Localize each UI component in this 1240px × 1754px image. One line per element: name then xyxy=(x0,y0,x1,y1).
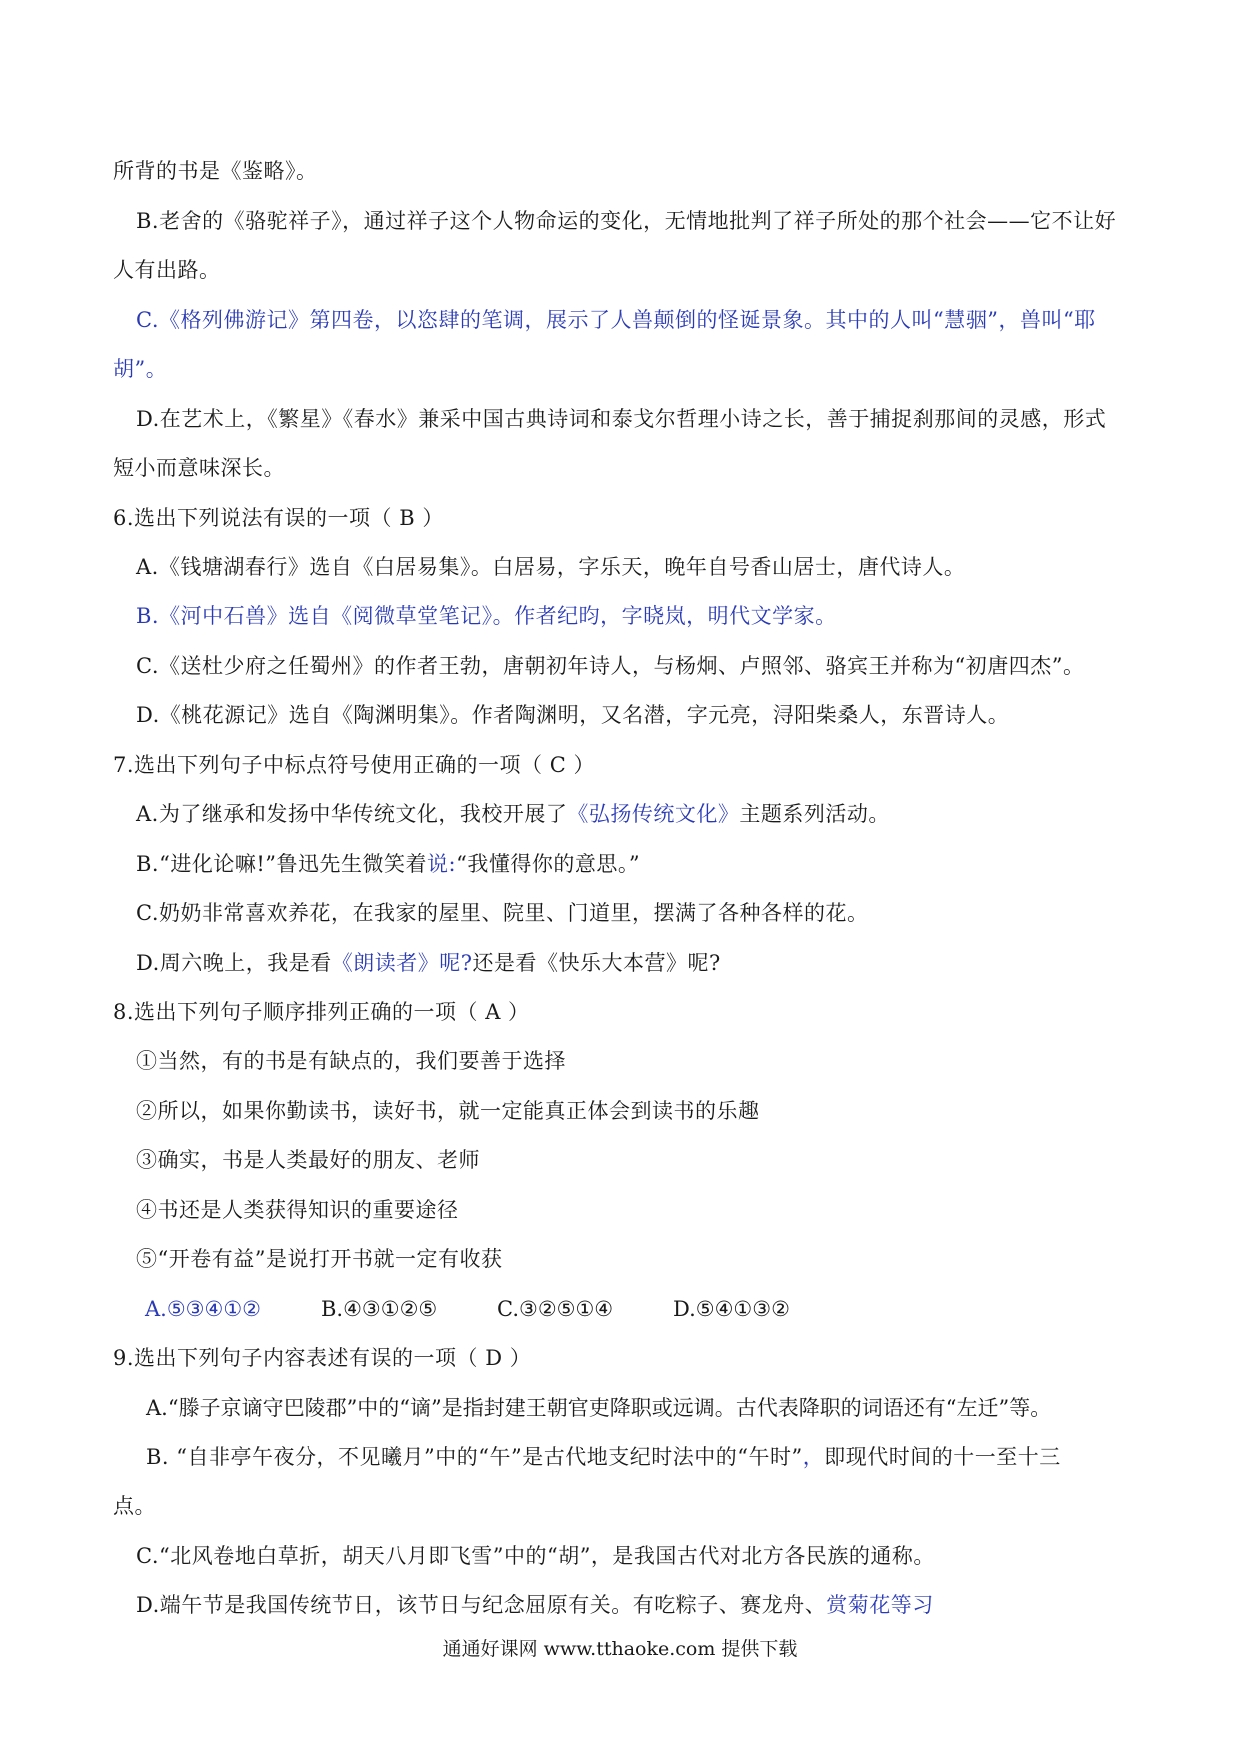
option-6a: A.《钱塘湖春行》选自《白居易集》。白居易，字乐天，晚年自号香山居士，唐代诗人。 xyxy=(136,555,966,579)
page-footer: 通通好课网 www.tthaoke.com 提供下载 xyxy=(442,1638,798,1660)
text-segment: B.“进化论嘛!”鲁迅先生微笑着 xyxy=(136,852,428,876)
highlight-segment: 《朗读者》呢? xyxy=(331,951,473,975)
question-9: 9.选出下列句子内容表述有误的一项（ D ） xyxy=(113,1346,532,1370)
option-7c: C.奶奶非常喜欢养花，在我家的屋里、院里、门道里，摆满了各种各样的花。 xyxy=(136,901,869,925)
highlight-segment: 赏菊花等习 xyxy=(826,1593,934,1617)
highlight-segment: ， xyxy=(802,1445,825,1469)
option-7b xyxy=(136,849,640,879)
option-9b xyxy=(146,1442,1061,1472)
option-8a: A.⑤③④①② xyxy=(145,1297,261,1321)
text-segment: B. “自非亭午夜分，不见曦月”中的“午”是古代地支纪时法中的“午时” xyxy=(146,1445,803,1469)
option-8c: C.③②⑤①④ xyxy=(497,1297,614,1321)
text-line: 短小而意味深长。 xyxy=(113,456,285,480)
text-segment: D.周六晚上，我是看 xyxy=(136,951,332,975)
text-segment: “我懂得你的意思。” xyxy=(456,852,641,876)
option-8b: B.④③①②⑤ xyxy=(321,1297,438,1321)
option-7d xyxy=(136,948,721,978)
question-8: 8.选出下列句子顺序排列正确的一项（ A ） xyxy=(113,1000,530,1024)
text-segment: 即现代时间的十一至十三 xyxy=(824,1445,1061,1469)
option-8d: D.⑤④①③② xyxy=(673,1297,790,1321)
option-6d: D.《桃花源记》选自《陶渊明集》。作者陶渊明，又名潜，字元亮，浔阳柴桑人，东晋诗人。 xyxy=(136,703,1010,727)
sentence-1: ①当然，有的书是有缺点的，我们要善于选择 xyxy=(136,1049,566,1073)
sentence-2: ②所以，如果你勤读书，读好书，就一定能真正体会到读书的乐趣 xyxy=(136,1099,760,1123)
text-segment: D.端午节是我国传统节日，该节日与纪念屈原有关。有吃粽子、赛龙舟、 xyxy=(136,1593,827,1617)
option-5d: D.在艺术上，《繁星》《春水》兼采中国古典诗词和泰戈尔哲理小诗之长，善于捕捉刹那间的灵感，形式 xyxy=(136,407,1107,431)
sentence-5: ⑤“开卷有益”是说打开书就一定有收获 xyxy=(136,1247,503,1271)
option-6c: C.《送杜少府之任蜀州》的作者王勃，唐朝初年诗人，与杨炯、卢照邻、骆宾王并称为“初唐四杰”。 xyxy=(136,654,1085,678)
option-5c: C.《格列佛游记》第四卷，以恣肆的笔调，展示了人兽颠倒的怪诞景象。其中的人叫“慧骃”，兽叫“耶 xyxy=(136,308,1096,332)
option-5b: B.老舍的《骆驼祥子》，通过祥子这个人物命运的变化，无情地批判了祥子所处的那个社会——它不让好 xyxy=(136,209,1117,233)
highlight-segment: 说: xyxy=(427,852,457,876)
text-segment: 主题系列活动。 xyxy=(739,802,890,826)
text-line: 胡”。 xyxy=(113,357,168,381)
text-line: 人有出路。 xyxy=(113,258,221,282)
text-line: 所背的书是《鉴略》。 xyxy=(113,159,318,183)
text-line: 点。 xyxy=(113,1494,156,1518)
option-9d xyxy=(136,1590,934,1620)
question-6: 6.选出下列说法有误的一项（ B ） xyxy=(113,506,444,530)
option-9a: A.“滕子京谪守巴陵郡”中的“谪”是指封建王朝官吏降职或远调。古代表降职的词语还有“左迁”等。 xyxy=(146,1396,1052,1420)
option-9c: C.“北风卷地白草折，胡天八月即飞雪”中的“胡”，是我国古代对北方各民族的通称。 xyxy=(136,1544,935,1568)
option-7a xyxy=(136,799,890,829)
text-segment: A.为了继承和发扬中华传统文化，我校开展了 xyxy=(136,802,568,826)
sentence-3: ③确实，书是人类最好的朋友、老师 xyxy=(136,1148,480,1172)
question-7: 7.选出下列句子中标点符号使用正确的一项（ C ） xyxy=(113,753,595,777)
sentence-4: ④书还是人类获得知识的重要途径 xyxy=(136,1198,459,1222)
highlight-segment: 《弘扬传统文化》 xyxy=(567,802,740,826)
text-segment: 还是看《快乐大本营》呢? xyxy=(472,951,721,975)
option-6b: B.《河中石兽》选自《阅微草堂笔记》。作者纪昀，字晓岚，明代文学家。 xyxy=(136,604,837,628)
